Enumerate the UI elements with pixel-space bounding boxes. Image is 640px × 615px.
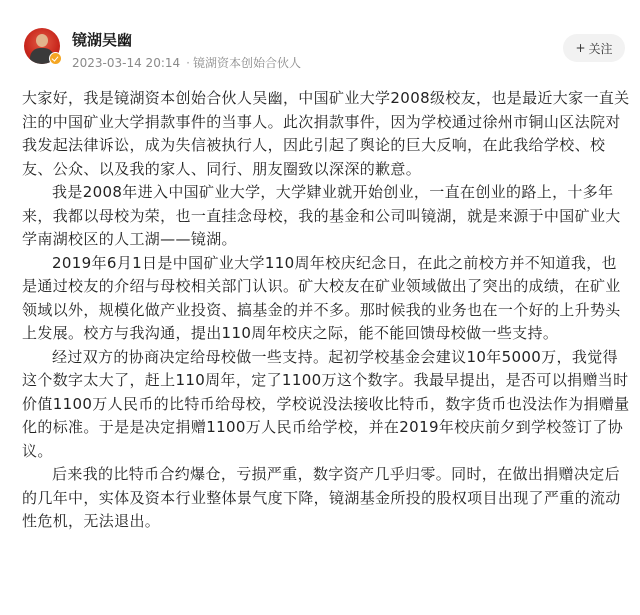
paragraph-donation-agreement: 经过双方的协商决定给母校做一些支持。起初学校基金会建议10年5000万，我觉得这个数字太大了，赶上110周年，定了1100万这个数字。我最早提出，是否可以捐赠当时价值1100万人民币的比特币给母校，学校说没法接收比特币，数字货币也没法作为捐赠量化的标准。于是是决定捐赠1100万人民币给学校，并在2019年校庆前夕到学校签订了协议。 xyxy=(22,347,630,460)
plus-icon: + xyxy=(575,41,586,55)
post-content xyxy=(22,87,630,534)
paragraph-crisis: 后来我的比特币合约爆仓，亏损严重，数字资产几乎归零。同时，在做出捐赠决定后的几年中，实体及资本行业整体景气度下降，镜湖基金所投的股权项目出现了严重的流动性危机，无法退出。 xyxy=(22,465,621,530)
paragraph-background: 我是2008年进入中国矿业大学，大学肄业就开始创业，一直在创业的路上，十多年来，我都以母校为荣，也一直挂念母校，我的基金和公司叫镜湖，就是来源于中国矿业大学南湖校区的人工湖——镜湖。 xyxy=(22,183,621,248)
post-meta xyxy=(72,54,301,71)
paragraph-anniversary: 2019年6月1日是中国矿业大学110周年校庆纪念日，在此之前校方并不知道我，也是通过校友的介绍与母校相关部门认识。矿大校友在矿业领域做出了突出的成绩，在矿业领域以外，规模化做产业投资、搞基金的并不多。那时候我的业务也在一个好的上升势头上发展。校方与我沟通，提出110周年校庆之际，能不能回馈母校做一些支持。 xyxy=(22,253,621,342)
author-title: 镜湖资本创始合伙人 xyxy=(192,56,301,70)
author-name[interactable]: 镜湖吴幽 xyxy=(72,31,133,49)
meta-separator: · xyxy=(186,56,190,70)
follow-button-label: 关注 xyxy=(588,41,613,56)
avatar-head xyxy=(36,34,48,47)
verified-badge-icon xyxy=(49,52,62,65)
post-header xyxy=(0,0,640,80)
post-timestamp: 2023-03-14 20:14 xyxy=(72,56,181,70)
follow-button[interactable] xyxy=(563,34,625,62)
paragraph-intro: 大家好，我是镜湖资本创始合伙人吴幽，中国矿业大学2008级校友，也是最近大家一直关注的中国矿业大学捐款事件的当事人。此次捐款事件，因为学校通过徐州市铜山区法院对我发起法律诉讼，成为失信被执行人，因此引起了舆论的巨大反响，在此我给学校、校友、公众、以及我的家人、同行、朋友圈致以深深的歉意。 xyxy=(22,89,630,178)
